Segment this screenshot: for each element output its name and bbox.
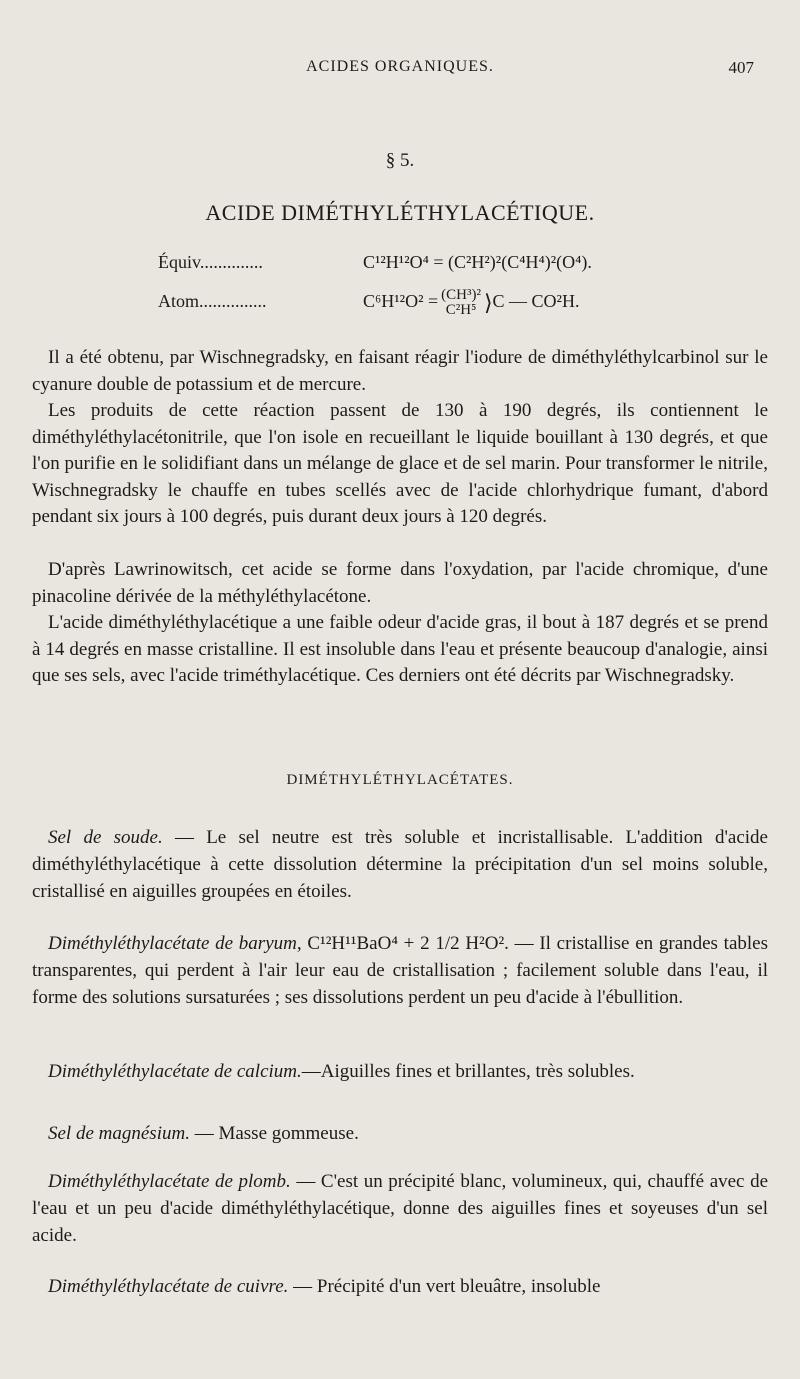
- entry-text: — Le sel neutre est très soluble et incristallisable. L'addition d'acide diméthyléthylacétique à cette dissolution détermine la précipitation d'un sel moins soluble, cristallisé en aiguilles groupées en étoiles.: [32, 827, 768, 902]
- page-number: 407: [728, 58, 754, 77]
- paragraph-preparation: Les produits de cette réaction passent de 130 à 190 degrés, ils contiennent le diméthyléthylacétonitrile, que l'on isole en recueillant le liquide bouillant à 130 degrés, et que l'on purifie en le solidifiant dans un mélange de glace et de sel marin. Pour transformer le nitrile, Wischnegradsky le chauffe en tubes scellés avec de l'acide chlorhydrique fumant, d'abord pendant six jours à 100 degrés, puis durant deux jours à 120 degrés.: [32, 400, 768, 527]
- atom-formula-right: C — CO²H.: [492, 291, 580, 312]
- entry-name: Sel de magnésium.: [48, 1123, 190, 1144]
- entry-name: Diméthyléthylacétate de cuivre.: [48, 1276, 289, 1297]
- entry-text: C¹²H¹¹BaO⁴ + 2 1/2 H²O². — Il cristallise en grandes tables transparentes, qui perdent à l'air leur eau de cristallisation ; facilement soluble dans l'eau, il forme des solutions sursaturées ; ses dissolutions perdent un peu d'acide à l'ébullition.: [32, 933, 768, 1008]
- entry-name: Sel de soude.: [48, 827, 163, 848]
- section-title: ACIDE DIMÉTHYLÉTHYLACÉTIQUE.: [205, 200, 595, 225]
- entry-text: —Aiguilles fines et brillantes, très solubles.: [301, 1061, 635, 1082]
- entry-barium-salt: [32, 930, 768, 1011]
- entry-magnesium-salt: [32, 1120, 768, 1147]
- atom-formula: [363, 288, 579, 318]
- atom-formula-stack: [441, 288, 481, 318]
- paragraph-origin: Il a été obtenu, par Wischnegradsky, en faisant réagir l'iodure de diméthyléthylcarbinol sur le cyanure double de potassium et de mercure.: [32, 347, 768, 395]
- entry-lead-salt: [32, 1168, 768, 1249]
- entry-name: Diméthyléthylacétate de plomb.: [48, 1171, 291, 1192]
- paragraph-properties: L'acide diméthyléthylacétique a une faible odeur d'acide gras, il bout à 187 degrés et se prend à 14 degrés en masse cristalline. Il est insoluble dans l'eau et présente beaucoup d'analogie, ainsi que ses sels, avec l'acide triméthylacétique. Ces derniers ont été décrits par Wischnegradsky.: [32, 612, 768, 686]
- entry-name: Diméthyléthylacétate de calcium.: [48, 1061, 302, 1082]
- entry-sodium-salt: [32, 824, 768, 905]
- salts-subheading: DIMÉTHYLÉTHYLACÉTATES.: [286, 772, 514, 788]
- paragraph-oxidation: D'après Lawrinowitsch, cet acide se forme dans l'oxydation, par l'acide chromique, d'une pinacoline dérivée de la méthyléthylacétone.: [32, 559, 768, 607]
- entry-text: — C'est un précipité blanc, volumineux, qui, chauffé avec de l'eau et un peu d'acide diméthyléthylacétique, donne des aiguilles fines et soyeuses d'un sel acide.: [32, 1171, 768, 1246]
- equiv-label: Équiv..............: [158, 252, 263, 272]
- atom-formula-brace: ⟩: [483, 290, 493, 315]
- atom-label: Atom...............: [158, 291, 267, 312]
- running-title: ACIDES ORGANIQUES.: [306, 58, 494, 75]
- entry-text: — Masse gommeuse.: [189, 1123, 359, 1144]
- equiv-formula: C¹²H¹²O⁴ = (C²H²)²(C⁴H⁴)²(O⁴).: [363, 252, 592, 272]
- atom-formula-bottom: C²H⁵: [445, 302, 477, 318]
- running-head: [0, 58, 800, 82]
- atom-formula-line: [158, 288, 579, 318]
- equiv-formula-line: [158, 252, 592, 273]
- entry-calcium-salt: [32, 1058, 768, 1085]
- entry-text: — Précipité d'un vert bleuâtre, insoluble: [288, 1276, 601, 1297]
- atom-formula-left: C⁶H¹²O² =: [363, 291, 439, 312]
- entry-name: Diméthyléthylacétate de baryum,: [48, 933, 302, 954]
- entry-copper-salt: [32, 1273, 768, 1300]
- section-number: § 5.: [385, 150, 415, 171]
- atom-formula-top: (CH³)²: [441, 287, 481, 303]
